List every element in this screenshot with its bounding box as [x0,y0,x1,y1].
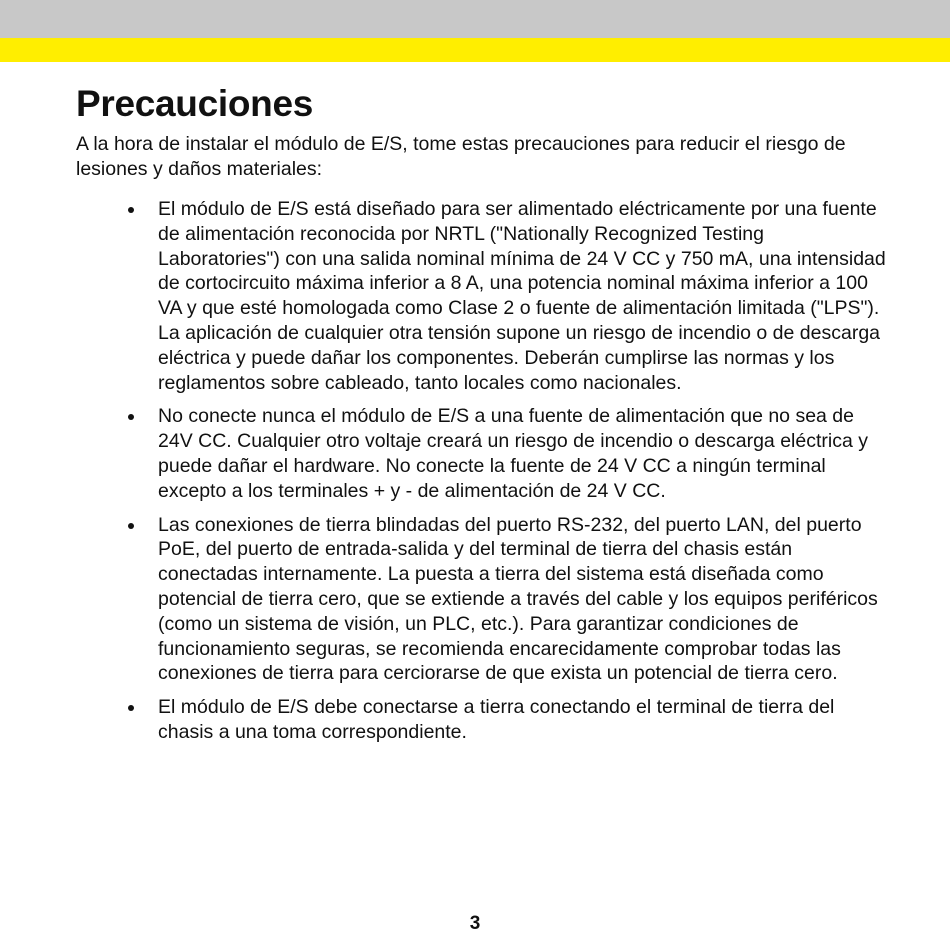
precautions-list [76,197,886,745]
page-title: Precauciones [76,83,314,124]
page-number: 3 [469,913,481,934]
list-item-text: Las conexiones de tierra blindadas del puerto RS-232, del puerto LAN, del puerto PoE, del puerto de entrada-salida y del terminal de tierra del chasis están conectadas internamente. La puesta a tierra del sistema está diseñada como potencial de tierra cero, que se extiende a través del cable y los equipos periféricos (como un sistema de visión, un PLC, etc.). Para garantizar condiciones de funcionamiento seguras, se recomienda encarecidamente comprobar todas las conexiones de tierra para cerciorarse de que exista un potencial de tierra cero. [158,513,878,685]
bullet-icon [128,705,134,711]
list-item [76,404,886,503]
list-item [76,513,886,687]
list-item-text: El módulo de E/S debe conectarse a tierra conectando el terminal de tierra del chasis a una toma correspondiente. [158,696,835,743]
header-gray-band [0,0,950,38]
bullet-icon [128,414,134,420]
bullet-icon [128,207,134,213]
list-item-text: El módulo de E/S está diseñado para ser alimentado eléctricamente por una fuente de alimentación reconocida por NRTL ("Nationally Recognized Testing Laboratories") con una salida nominal mínima de 24 V CC y 750 mA, una intensidad de cortocircuito máxima inferior a 8 A, una potencia nominal máxima inferior a 100 VA y que esté homologada como Clase 2 o fuente de alimentación limitada ("LPS"). La aplicación de cualquier otra tensión supone un riesgo de incendio o de descarga eléctrica y puede dañar los componentes. Deberán cumplirse las normas y los reglamentos sobre cableado, tanto locales como nacionales. [158,198,886,394]
bullet-icon [128,523,134,529]
list-item-text: No conecte nunca el módulo de E/S a una fuente de alimentación que no sea de 24V CC. Cualquier otro voltaje creará un riesgo de incendio o descarga eléctrica y puede dañar el hardware. No conecte la fuente de 24 V CC a ningún terminal excepto a los terminales + y - de alimentación de 24 V CC. [158,405,868,502]
header-yellow-band [0,38,950,62]
page-content [76,80,886,754]
intro-paragraph: A la hora de instalar el módulo de E/S, tome estas precauciones para reducir el riesgo de lesiones y daños materiales: [76,133,846,180]
list-item [76,695,886,745]
list-item [76,197,886,395]
